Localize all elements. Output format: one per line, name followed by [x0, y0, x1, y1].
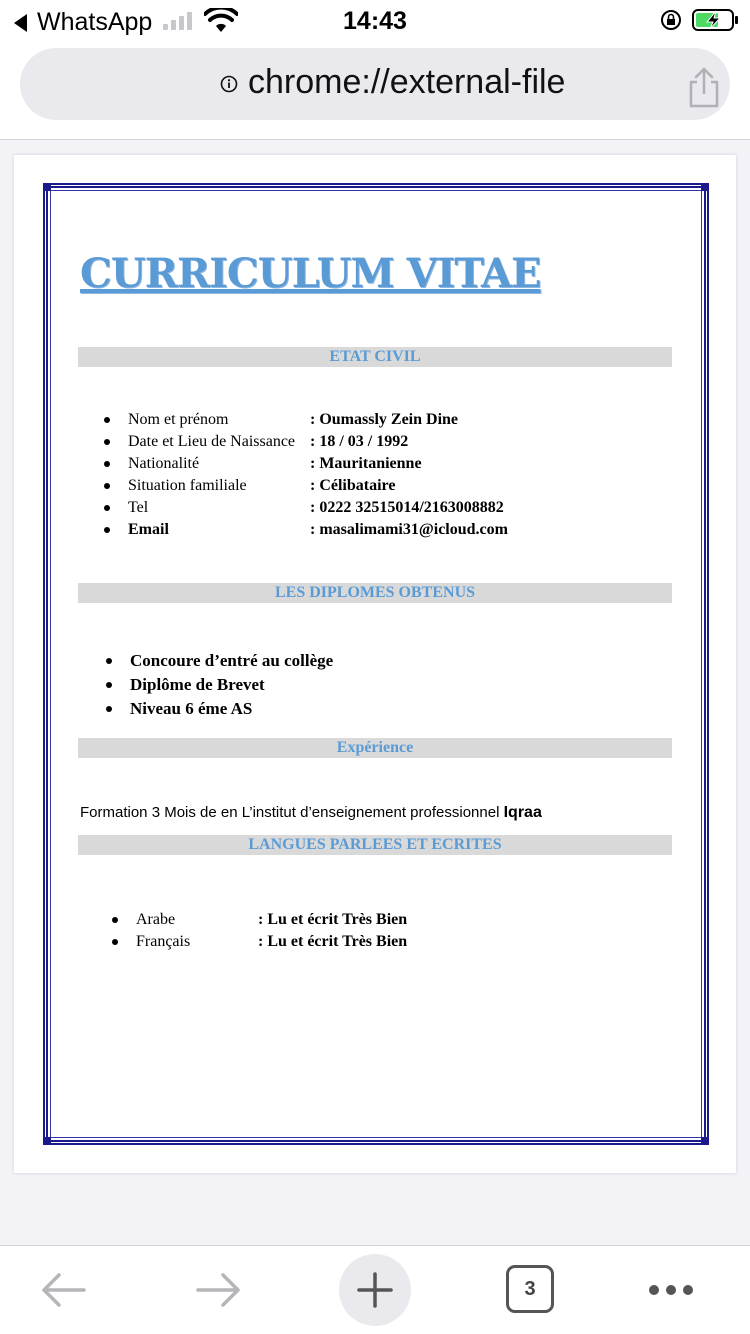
tab-switcher-button[interactable]: 3: [506, 1265, 554, 1313]
bottom-toolbar: [0, 1245, 750, 1334]
list-item: [108, 909, 407, 931]
civil-value: : 18 / 03 / 1992: [310, 433, 409, 450]
bullet: [106, 682, 112, 688]
civil-list: [100, 409, 508, 541]
list-item: [108, 931, 407, 953]
border-corner: [701, 1137, 709, 1145]
civil-value: : 0222 32515014/2163008882: [310, 499, 504, 516]
experience-description: Formation 3 Mois de en L’institut d’enseignement professionnel: [80, 804, 500, 821]
civil-value: : Mauritanienne: [310, 455, 422, 472]
civil-value: : Célibataire: [310, 477, 396, 494]
info-icon[interactable]: [220, 75, 238, 93]
forward-arrow-icon[interactable]: [196, 1272, 242, 1308]
civil-value: : masalimami31@icloud.com: [310, 521, 508, 538]
document-page: [14, 155, 736, 1173]
civil-label: Date et Lieu de Naissance: [128, 433, 296, 450]
experience-text: [80, 804, 542, 822]
cv-title: CURRICULUM VITAE: [80, 250, 541, 297]
bullet: [104, 505, 110, 511]
diploma-text: Diplôme de Brevet: [130, 675, 265, 694]
list-item: [100, 475, 508, 497]
language-value: : Lu et écrit Très Bien: [258, 911, 408, 928]
bullet: [112, 917, 118, 923]
status-time: 14:43: [343, 7, 407, 35]
language-value: : Lu et écrit Très Bien: [258, 933, 408, 950]
list-item: [102, 697, 333, 721]
civil-label: Nom et prénom: [128, 411, 229, 428]
more-options-icon[interactable]: [648, 1284, 694, 1296]
section-header-experience: Expérience: [78, 738, 672, 758]
bullet: [106, 658, 112, 664]
bullet: [104, 483, 110, 489]
plus-icon: [357, 1272, 393, 1308]
civil-label: Tel: [128, 499, 149, 516]
new-tab-button[interactable]: [339, 1254, 411, 1326]
list-item: [100, 431, 508, 453]
list-item: [100, 519, 508, 541]
bullet: [104, 461, 110, 467]
language-label: Arabe: [136, 911, 176, 928]
battery-charging-icon: [692, 8, 740, 32]
civil-label: Situation familiale: [128, 477, 247, 494]
back-app-label: WhatsApp: [37, 8, 153, 36]
address-bar[interactable]: [20, 48, 730, 120]
section-header-civil: ETAT CIVIL: [78, 347, 672, 367]
section-header-diplomas: LES DIPLOMES OBTENUS: [78, 583, 672, 603]
language-list: [108, 909, 407, 953]
rotation-lock-icon: [660, 9, 682, 31]
list-item: [100, 453, 508, 475]
border-corner: [43, 183, 51, 191]
url-text[interactable]: chrome://external-file: [248, 63, 566, 101]
bullet: [104, 417, 110, 423]
border-corner: [701, 183, 709, 191]
border-corner: [43, 1137, 51, 1145]
civil-label: Email: [128, 521, 169, 538]
bullet: [106, 706, 112, 712]
bullet: [104, 439, 110, 445]
list-item: [100, 497, 508, 519]
diploma-text: Niveau 6 éme AS: [130, 699, 253, 718]
status-bar: [0, 0, 750, 42]
section-header-languages: LANGUES PARLEES ET ECRITES: [78, 835, 672, 855]
civil-label: Nationalité: [128, 455, 200, 472]
back-arrow-icon[interactable]: [40, 1272, 86, 1308]
list-item: [100, 409, 508, 431]
experience-institution: Iqraa: [503, 804, 542, 821]
diploma-list: [102, 649, 333, 721]
browser-header: [0, 42, 750, 140]
list-item: [102, 649, 333, 673]
bullet: [112, 939, 118, 945]
share-icon[interactable]: [686, 66, 722, 108]
document-viewer[interactable]: [0, 141, 750, 1245]
list-item: [102, 673, 333, 697]
language-label: Français: [136, 933, 191, 950]
diploma-text: Concoure d’entré au collège: [130, 651, 334, 670]
civil-value: : Oumassly Zein Dine: [310, 411, 459, 428]
bullet: [104, 527, 110, 533]
